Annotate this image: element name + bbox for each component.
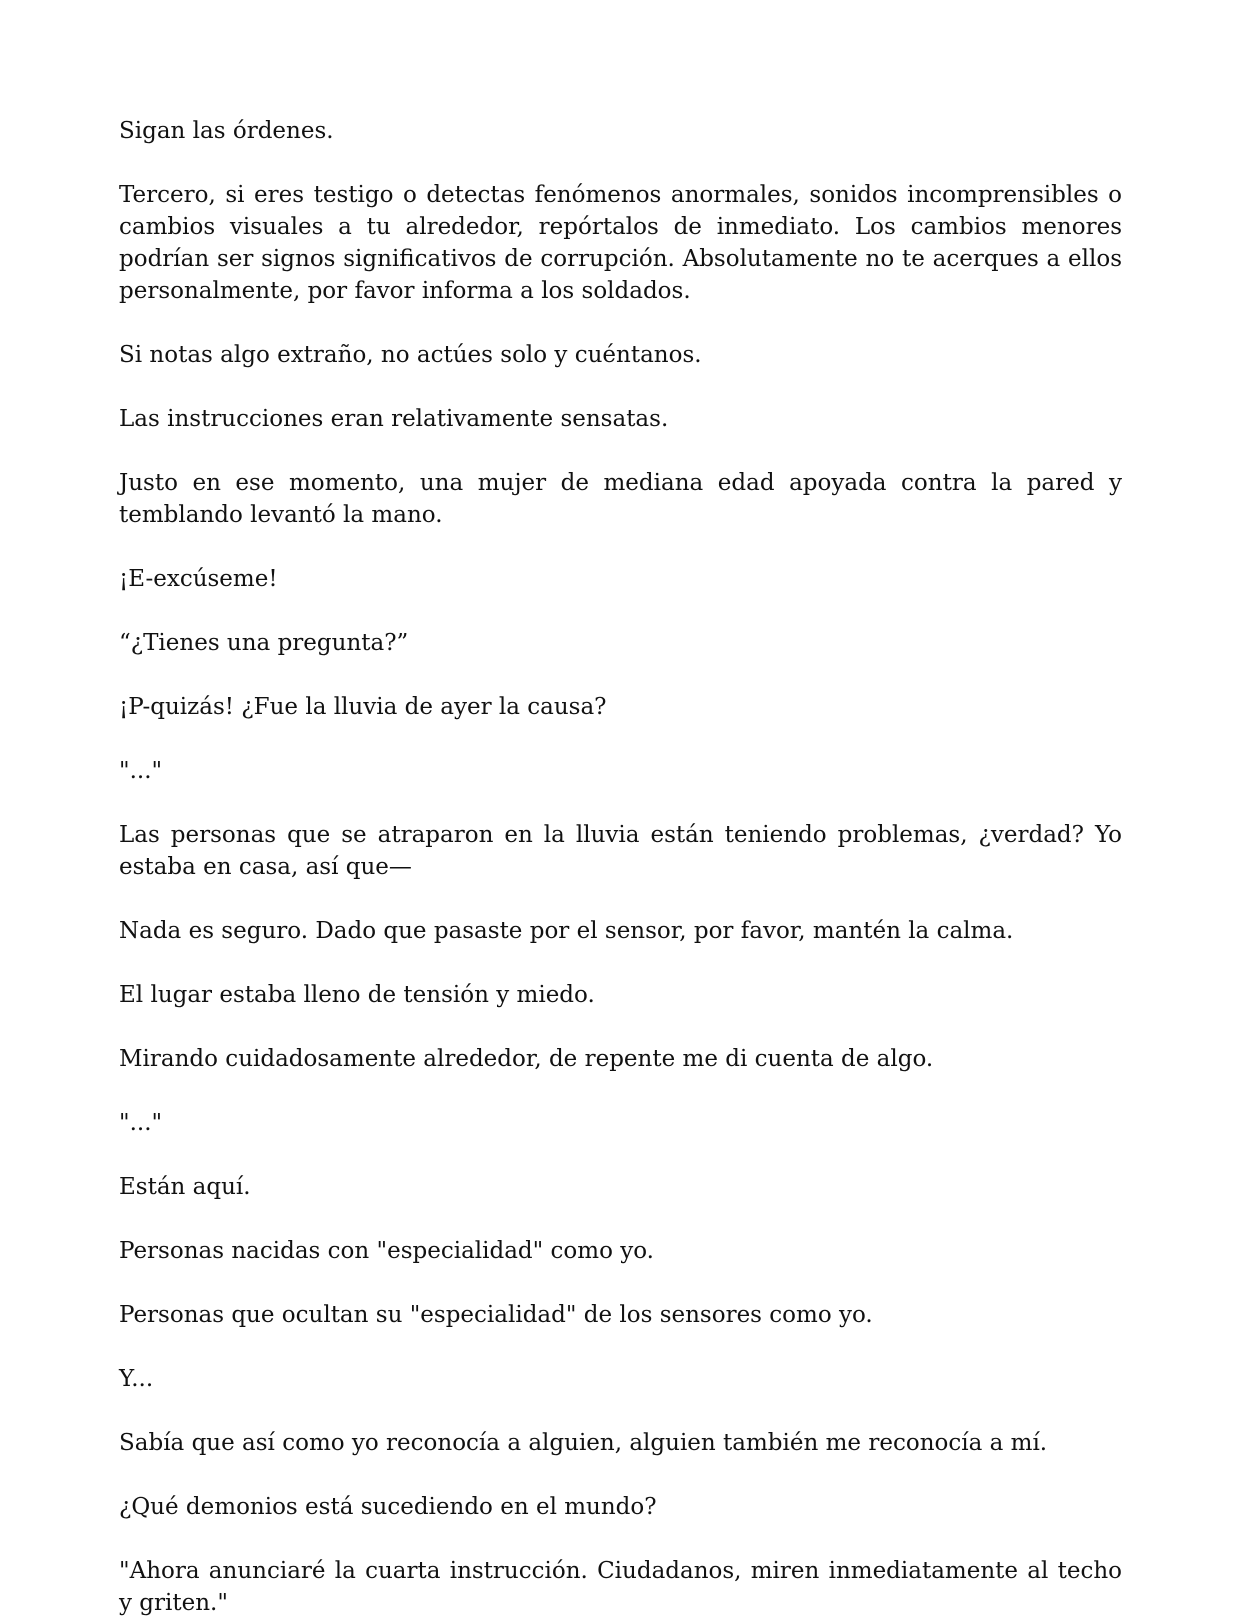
paragraph: "..." — [119, 758, 163, 784]
paragraph: Sabía que así como yo reconocía a alguien, alguien también me reconocía a mí. — [119, 1430, 1048, 1456]
paragraph: Y... — [119, 1366, 154, 1392]
paragraph: "..." — [119, 1110, 163, 1136]
paragraph: Personas que ocultan su "especialidad" de los sensores como yo. — [119, 1302, 873, 1328]
paragraph: “¿Tienes una pregunta?” — [119, 630, 409, 656]
document-page — [119, 115, 1122, 1619]
paragraph: ¿Qué demonios está sucediendo en el mundo? — [119, 1494, 657, 1520]
paragraph: El lugar estaba lleno de tensión y miedo. — [119, 982, 595, 1008]
paragraph: Justo en ese momento, una mujer de mediana edad apoyada contra la pared y temblando levantó la mano. — [119, 470, 1122, 528]
paragraph: Sigan las órdenes. — [119, 118, 334, 144]
paragraph: ¡E-excúseme! — [119, 566, 278, 592]
paragraph: Nada es seguro. Dado que pasaste por el sensor, por favor, mantén la calma. — [119, 918, 1014, 944]
paragraph: Las instrucciones eran relativamente sensatas. — [119, 406, 669, 432]
paragraph: Mirando cuidadosamente alrededor, de repente me di cuenta de algo. — [119, 1046, 934, 1072]
paragraph: "Ahora anunciaré la cuarta instrucción. Ciudadanos, miren inmediatamente al techo y griten." — [119, 1558, 1122, 1616]
paragraph: Si notas algo extraño, no actúes solo y cuéntanos. — [119, 342, 702, 368]
paragraph: Están aquí. — [119, 1174, 251, 1200]
paragraph: Las personas que se atraparon en la lluvia están teniendo problemas, ¿verdad? Yo estaba en casa, así que— — [119, 822, 1122, 880]
paragraph: ¡P-quizás! ¿Fue la lluvia de ayer la causa? — [119, 694, 607, 720]
paragraph: Tercero, si eres testigo o detectas fenómenos anormales, sonidos incomprensibles o cambios visuales a tu alrededor, repórtalos de inmediato. Los cambios menores podrían ser signos significativos de corrupción. Absolutamente no te acerques a ellos personalmente, por favor informa a los soldados. — [119, 182, 1122, 304]
paragraph: Personas nacidas con "especialidad" como yo. — [119, 1238, 654, 1264]
